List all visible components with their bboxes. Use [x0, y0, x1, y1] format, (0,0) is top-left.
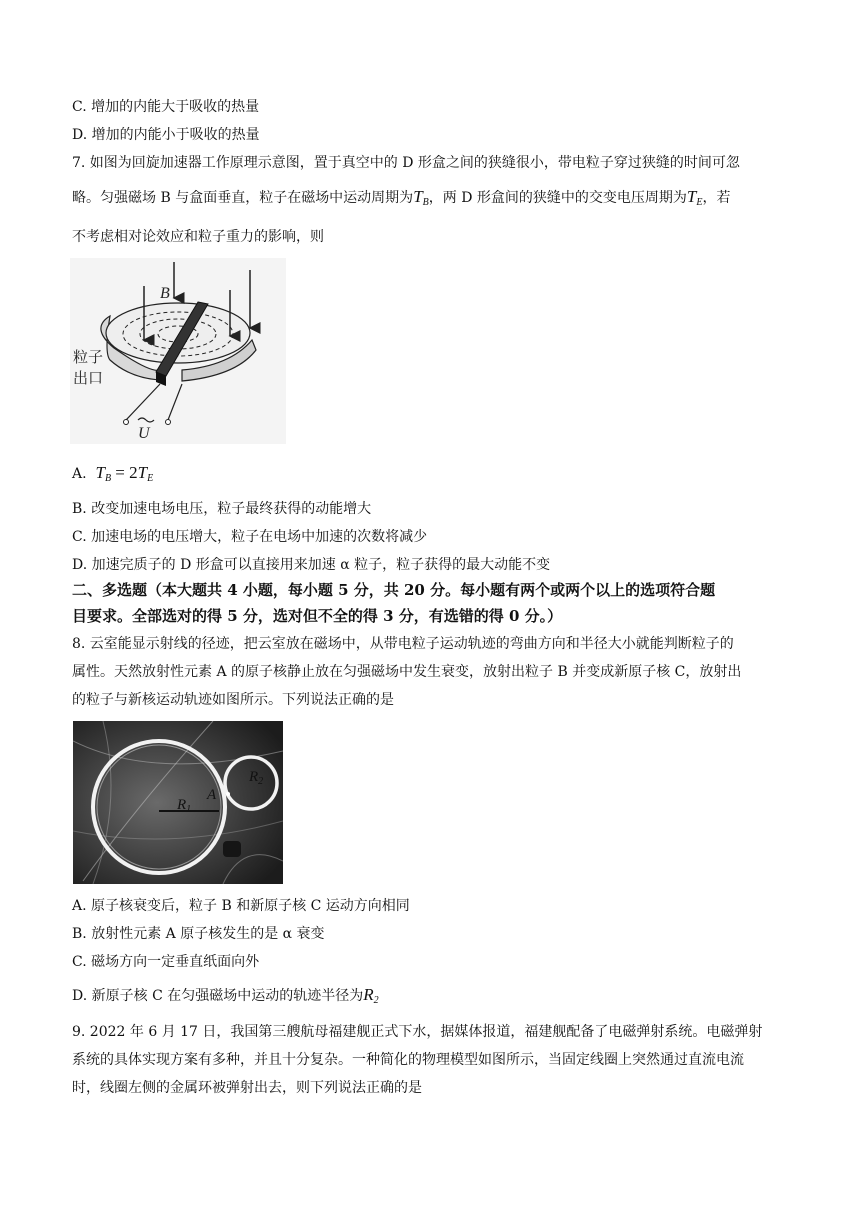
- q7-text-c: ，若: [702, 190, 731, 206]
- q7-option-c: C. 加速电场的电压增大，粒子在电场中加速的次数将减少: [72, 529, 428, 545]
- option-a-equation: $T_B = 2T_E$: [95, 463, 154, 484]
- option-d-prev: D. 增加的内能小于吸收的热量: [72, 127, 260, 143]
- q9-line-1: 9. 2022 年 6 月 17 日，我国第三艘航母福建舰正式下水，据媒体报道，福建舰配备了电磁弹射系统。电磁弹射: [72, 1024, 763, 1040]
- label-b: B: [160, 285, 170, 302]
- cloud-chamber-photo: [73, 721, 283, 884]
- q8-option-d: D. 新原子核 C 在匀强磁场中运动的轨迹半径为$R_2$: [72, 985, 379, 1006]
- section-2-heading-1: 二、多选题（本大题共 4 小题，每小题 5 分，共 20 分。每小题有两个或两个以上的选项符合题: [72, 581, 716, 599]
- q8-option-c: C. 磁场方向一定垂直纸面向外: [72, 954, 260, 970]
- label-exit-2: 出口: [73, 369, 104, 387]
- q8-line-1: 8. 云室能显示射线的径迹，把云室放在磁场中，从带电粒子运动轨迹的弯曲方向和半径大小就能判断粒子的: [72, 636, 734, 652]
- cyclotron-diagram: [70, 258, 286, 444]
- q8-line-2: 属性。天然放射性元素 A 的原子核静止放在匀强磁场中发生衰变，放射出粒子 B 并变成新原子核 C，放射出: [72, 664, 742, 680]
- te-symbol: $T_E$: [686, 187, 703, 208]
- q9-line-3: 时，线圈左侧的金属环被弹射出去，则下列说法正确的是: [72, 1080, 422, 1096]
- q7-option-d: D. 加速完质子的 D 形盒可以直接用来加速 α 粒子，粒子获得的最大动能不变: [72, 557, 551, 573]
- q7-option-b: B. 改变加速电场电压，粒子最终获得的动能增大: [72, 501, 372, 517]
- q7-text-a: 略。匀强磁场 B 与盒面垂直，粒子在磁场中运动周期为: [72, 190, 414, 206]
- q8-option-a: A. 原子核衰变后，粒子 B 和新原子核 C 运动方向相同: [72, 898, 410, 914]
- q8-line-3: 的粒子与新核运动轨迹如图所示。下列说法正确的是: [72, 692, 394, 708]
- q9-line-2: 系统的具体实现方案有多种，并且十分复杂。一种简化的物理模型如图所示，当固定线圈上突然通过直流电流: [72, 1052, 744, 1068]
- label-r1: $R_1$: [177, 797, 192, 815]
- q7-line-2: [72, 187, 798, 213]
- label-exit-1: 粒子: [73, 348, 104, 366]
- r2-symbol: $R_2$: [363, 985, 379, 1006]
- label-r2: $R_2$: [249, 769, 264, 787]
- option-c-prev: C. 增加的内能大于吸收的热量: [72, 99, 260, 115]
- label-a: A: [207, 787, 217, 803]
- q7-line-3: 不考虑相对论效应和粒子重力的影响，则: [72, 229, 324, 245]
- tb-symbol: $T_B$: [413, 187, 429, 208]
- q7-line-1: 7. 如图为回旋加速器工作原理示意图，置于真空中的 D 形盒之间的狭缝很小，带电粒子穿过狭缝的时间可忽: [72, 155, 740, 171]
- section-2-heading-2: 目要求。全部选对的得 5 分，选对但不全的得 3 分，有选错的得 0 分。）: [72, 607, 563, 625]
- q7-option-a: A. $T_B = 2T_E$: [72, 463, 154, 484]
- q8-option-b: B. 放射性元素 A 原子核发生的是 α 衰变: [72, 926, 325, 942]
- label-u: U: [138, 425, 150, 442]
- q7-text-b: ，两 D 形盒间的狭缝中的交变电压周期为: [428, 190, 687, 206]
